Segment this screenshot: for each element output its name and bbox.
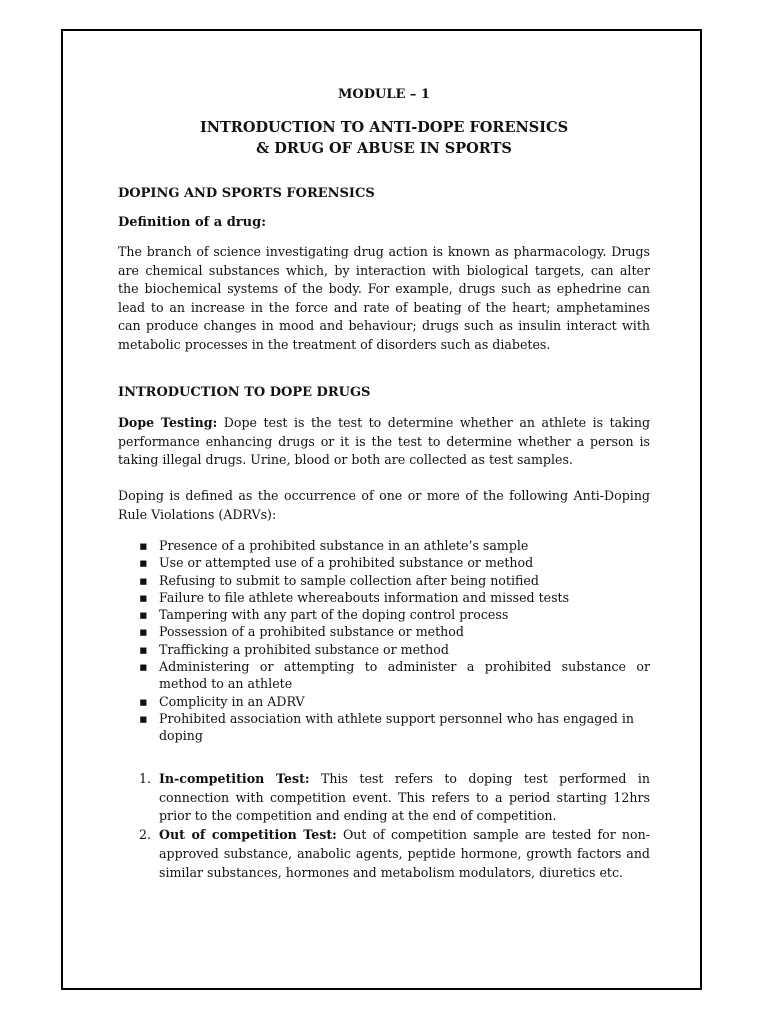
section-heading-doping: DOPING AND SPORTS FORENSICS (118, 186, 375, 201)
title-line-1: INTRODUCTION TO ANTI-DOPE FORENSICS (199, 119, 569, 136)
list-item: ▪ Trafficking a prohibited substance or method (139, 641, 449, 657)
module-heading: MODULE – 1 (338, 87, 430, 102)
paragraph-dope-testing (118, 414, 650, 470)
in-competition-label: In-competition Test: (159, 771, 310, 786)
bullet-icon: ▪ (139, 693, 148, 709)
list-item: ▪ Failure to file athlete whereabouts information and missed tests (139, 589, 570, 605)
paragraph-doping-definition: Doping is defined as the occurrence of one or more of the following Anti-Doping Rule Violations (ADRVs): (118, 488, 650, 522)
list-item: ▪ Presence of a prohibited substance in an athlete’s sample (139, 538, 529, 553)
subheading-definition: Definition of a drug: (118, 215, 266, 230)
dope-testing-label: Dope Testing: (118, 415, 218, 430)
bullet-icon: ▪ (139, 659, 148, 675)
title-line-2: & DRUG OF ABUSE IN SPORTS (256, 140, 512, 157)
test-types-list (118, 770, 650, 882)
bullet-icon: ▪ (139, 710, 148, 726)
list-item: ▪ Refusing to submit to sample collection after being notified (139, 572, 539, 588)
list-item: ▪ Complicity in an ADRV (139, 693, 305, 709)
bullet-icon: ▪ (139, 624, 148, 640)
adrv-list (118, 537, 650, 745)
list-item: 2. Out of competition Test: Out of competition sample are tested for non-approved substance, anabolic agents, peptide hormone, growth factors and similar substances, hormones and metabolism modulators, diuretics etc. (139, 827, 650, 880)
list-item: ▪ Administering or attempting to administer a prohibited substance or method to an athlete (139, 659, 650, 692)
document-title (118, 117, 650, 159)
list-item: 1. In-competition Test: This test refers to doping test performed in connection with competition event. This refers to a period starting 12hrs prior to the competition and ending at the end of competition. (139, 771, 650, 824)
list-item: ▪ Possession of a prohibited substance or method (139, 624, 464, 640)
bullet-icon: ▪ (139, 538, 148, 553)
bullet-icon: ▪ (139, 572, 148, 588)
bullet-icon: ▪ (139, 607, 148, 623)
section-heading-dope-drugs: INTRODUCTION TO DOPE DRUGS (118, 385, 371, 400)
bullet-icon: ▪ (139, 641, 148, 657)
bullet-icon: ▪ (139, 555, 148, 571)
out-of-competition-label: Out of competition Test: (159, 827, 337, 843)
dope-testing-text: Dope test is the test to determine whether an athlete is taking performance enhancing drugs or it is the test to determine whether a person is taking illegal drugs. Urine, blood or both are collected as test samples. (118, 415, 651, 467)
list-item: ▪ Tampering with any part of the doping control process (139, 607, 509, 623)
bullet-icon: ▪ (139, 589, 148, 605)
list-item: ▪ Use or attempted use of a prohibited substance or method (139, 555, 534, 571)
list-item: ▪ Prohibited association with athlete support personnel who has engaged in doping (139, 710, 634, 744)
paragraph-definition: The branch of science investigating drug action is known as pharmacology. Drugs are chemical substances which, by interaction with biological targets, can alter the biochemical systems of the body. For example, drugs such as ephedrine can lead to an increase in the force and rate of beating of the heart; amphetamines can produce changes in mood and behaviour; drugs such as insulin interact with metabolic processes in the treatment of disorders such as diabetes. (118, 244, 650, 352)
